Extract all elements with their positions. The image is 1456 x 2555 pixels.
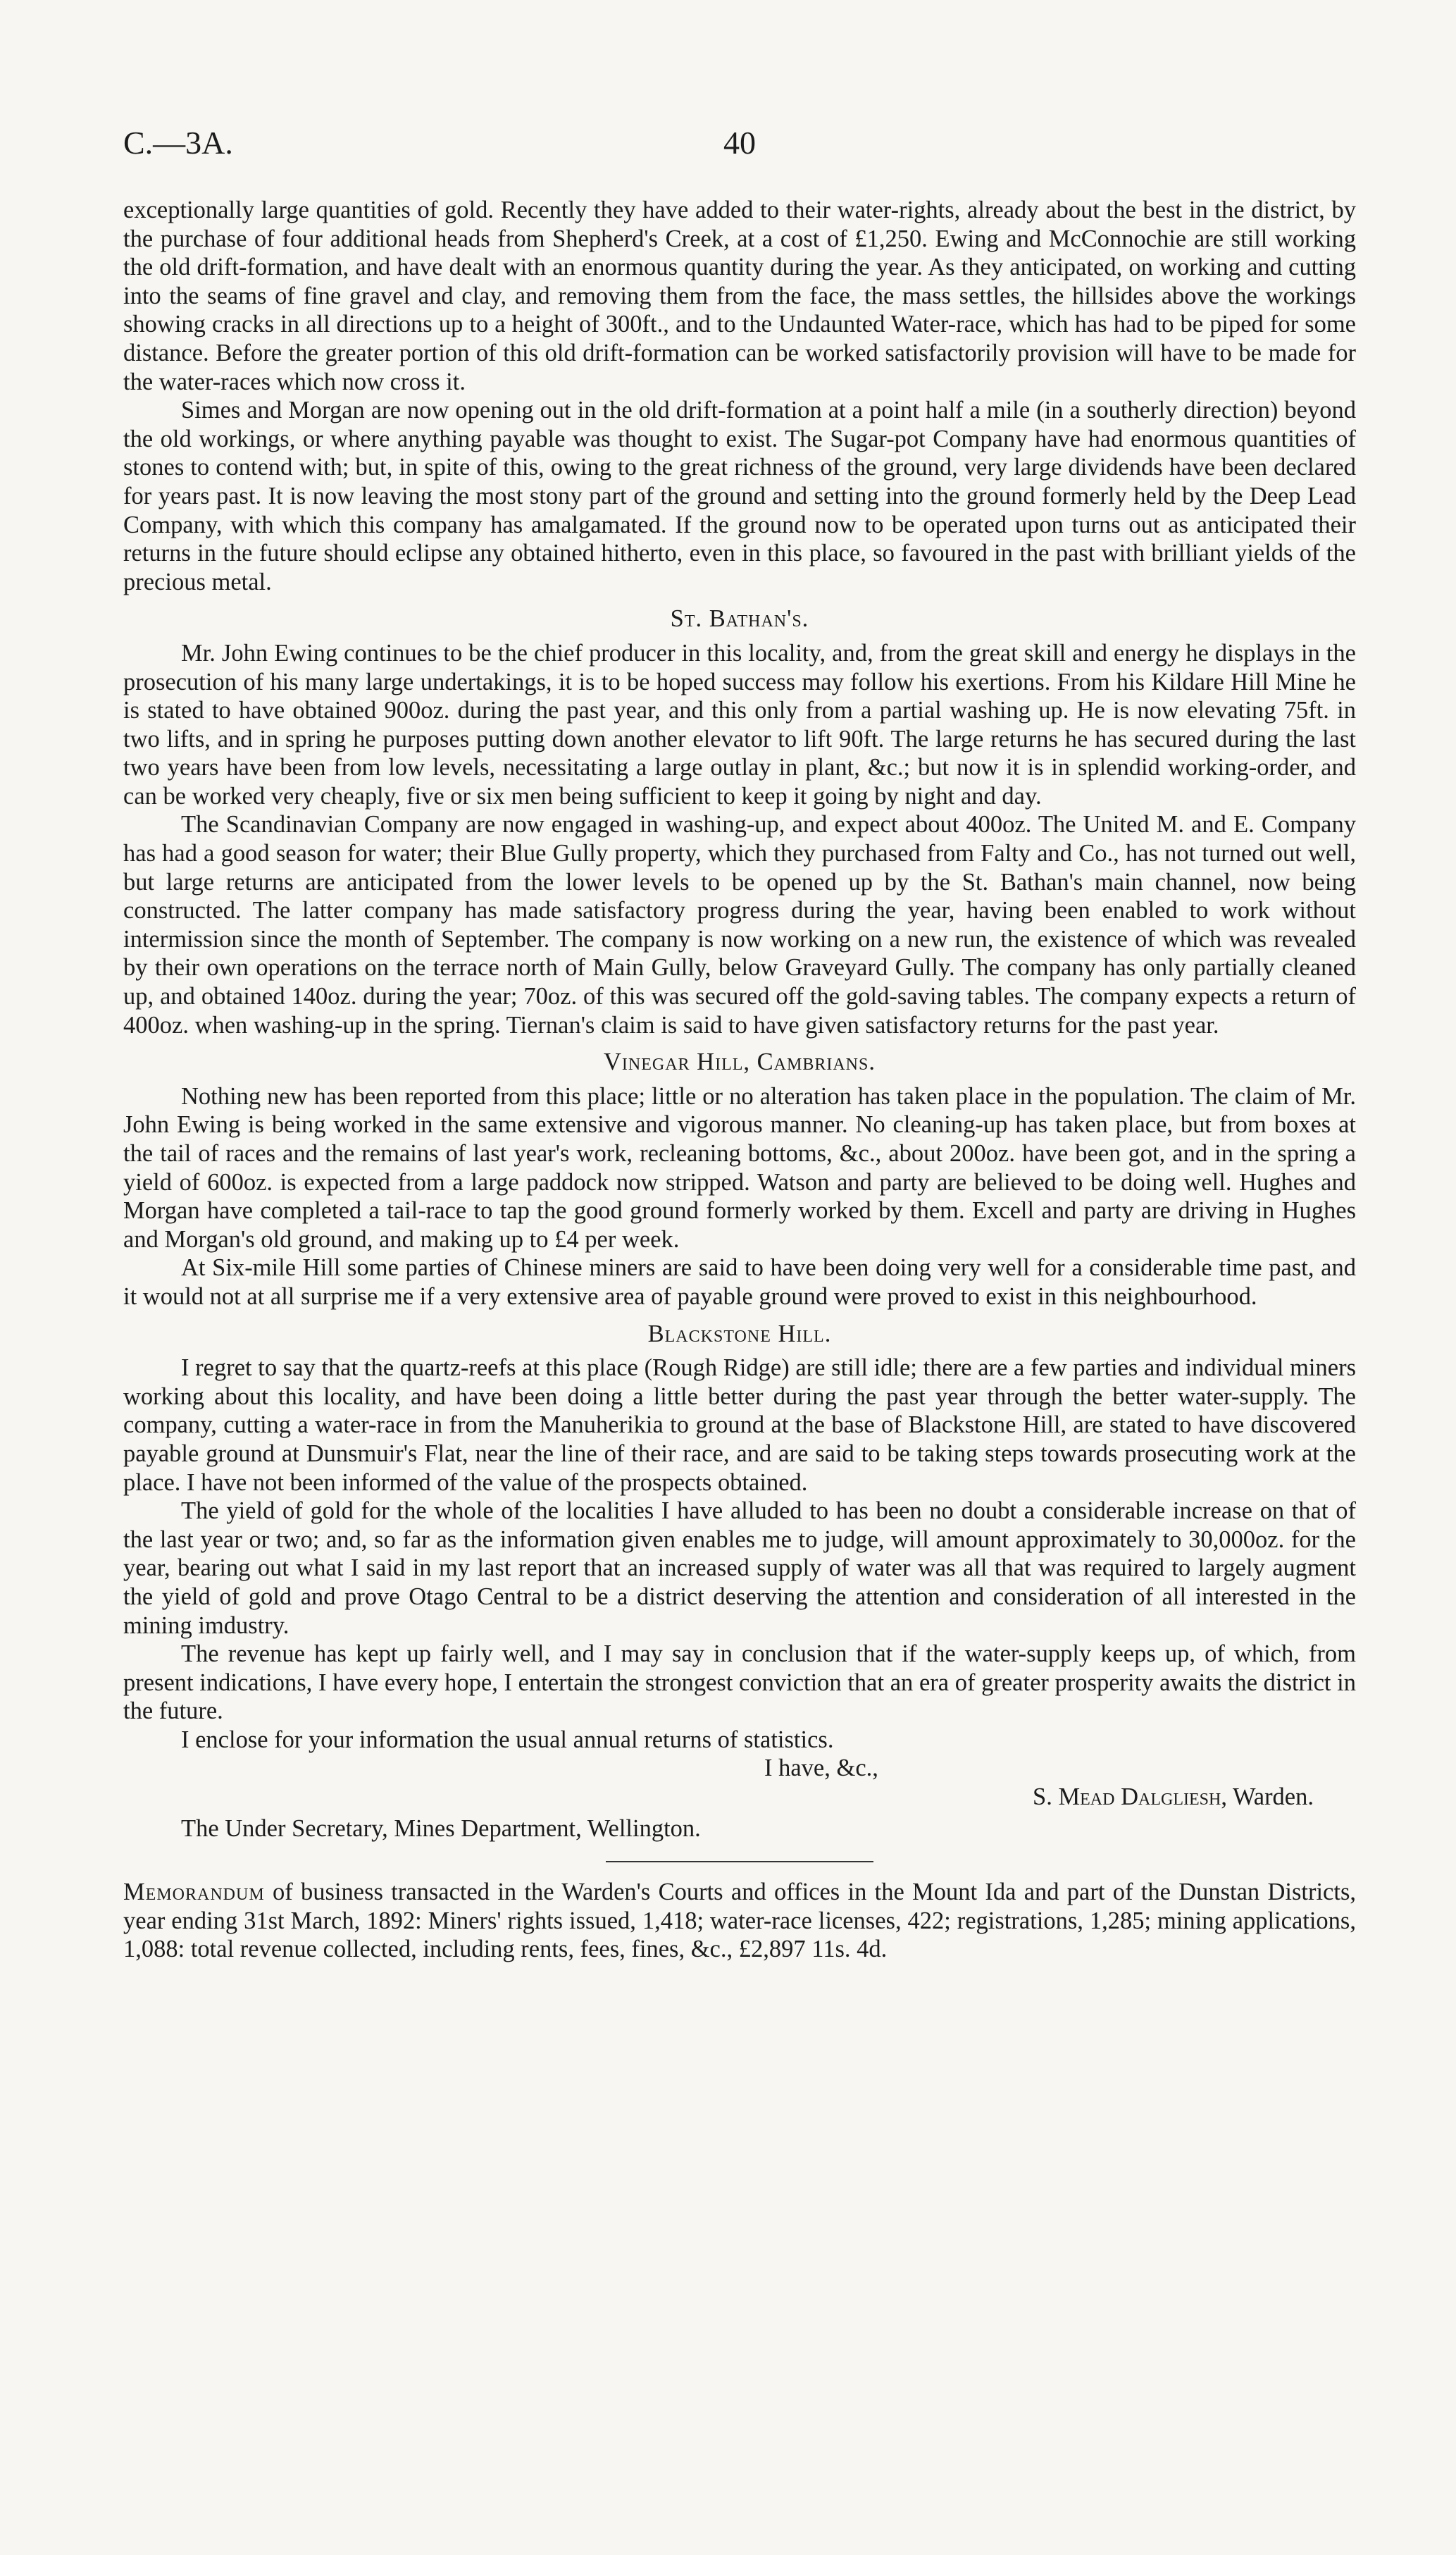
- addressee: The Under Secretary, Mines Department, Wellington.: [181, 1814, 701, 1842]
- paragraph: I regret to say that the quartz-reefs at this place (Rough Ridge) are still idle; there are a few parties and individual miners working about this locality, and have been doing a little better during the past year through the better water-supply. The company, cutting a water-race in from the Manuherikia to ground at the base of Blackstone Hill, are stated to have discovered payable ground at Dunsmuir's Flat, near the line of their race, and are said to be taking steps towards prosecuting work at the place. I have not been informed of the value of the prospects obtained.: [123, 1354, 1356, 1496]
- paragraph: At Six-mile Hill some parties of Chinese miners are said to have been doing very well for a considerable time past, and it would not at all surprise me if a very extensive area of payable ground were proved to exist in this neighbourhood.: [123, 1254, 1356, 1310]
- paragraph: The revenue has kept up fairly well, and I may say in conclusion that if the water-supply keeps up, of which, from present indications, I have every hope, I entertain the strongest conviction that an era of greater prosperity awaits the district in the future.: [123, 1640, 1356, 1725]
- paragraph: Nothing new has been reported from this place; little or no alteration has taken place in the population. The claim of Mr. John Ewing is being worked in the same extensive and vigorous manner. No cleaning-up has taken place, but from boxes at the tail of races and the remains of last year's work, recleaning bottoms, &c., about 200oz. have been got, and in the spring a yield of 600oz. is expected from a large paddock now stripped. Watson and party are believed to be doing well. Hughes and Morgan have completed a tail-race to tap the good ground formerly worked by them. Excell and party are driving in Hughes and Morgan's old ground, and making up to £4 per week.: [123, 1082, 1356, 1253]
- memorandum-text: of business transacted in the Warden's Courts and offices in the Mount Ida and part of the Dunstan Districts, year ending 31st March, 1892: Miners' rights issued, 1,418; water-race licenses, 422; registrations, 1,285; mining applications, 1,088: total revenue collected, including rents, fees, fines, &c., £2,897 11s. 4d.: [123, 1879, 1356, 1963]
- page-number: 40: [723, 125, 756, 161]
- memorandum: [123, 1878, 1356, 1964]
- closing-salutation: I have, &c.,: [764, 1755, 878, 1782]
- paragraph: exceptionally large quantities of gold. Recently they have added to their water-rights, already about the best in the district, by the purchase of four additional heads from Shepherd's Creek, at a cost of £1,250. Ewing and McConnochie are still working the old drift-formation, and have dealt with an enormous quantity during the year. As they anticipated, on working and cutting into the seams of fine gravel and clay, and removing them from the face, the mass settles, the hillsides above the workings showing cracks in all directions up to a height of 300ft., and to the Undaunted Water-race, which has had to be piped for some distance. Before the greater portion of this old drift-formation can be worked satisfactorily provision will have to be made for the water-races which now cross it.: [123, 197, 1356, 395]
- document-reference: C.—3A.: [123, 125, 233, 161]
- paragraph: I enclose for your information the usual annual returns of statistics.: [181, 1726, 834, 1753]
- signature-name: S. Mead Dalgliesh: [1033, 1783, 1221, 1811]
- memorandum-lead: Memorandum: [123, 1879, 265, 1906]
- section-heading-st-bathans: St. Bathan's.: [670, 605, 809, 633]
- divider: [606, 1861, 873, 1862]
- paragraph: The Scandinavian Company are now engaged in washing-up, and expect about 400oz. The United M. and E. Company has had a good season for water; their Blue Gully property, which they purchased from Falty and Co., has not turned out well, but large returns are anticipated from the lower levels to be opened up by the St. Bathan's main channel, now being constructed. The latter company has made satisfactory progress during the year, having been enabled to work without intermission since the month of September. The company is now working on a new run, the existence of which was revealed by their own operations on the terrace north of Main Gully, below Graveyard Gully. The company has only partially cleaned up, and obtained 140oz. during the year; 70oz. of this was secured off the gold-saving tables. The company expects a return of 400oz. when washing-up in the spring. Tiernan's claim is said to have given satisfactory returns for the past year.: [123, 811, 1356, 1039]
- signature-title: , Warden.: [1221, 1783, 1314, 1811]
- paragraph: Mr. John Ewing continues to be the chief producer in this locality, and, from the great skill and energy he displays in the prosecution of his many large undertakings, it is to be hoped success may follow his exertions. From his Kildare Hill Mine he is stated to have obtained 900oz. during the past year, and this only from a partial washing up. He is now elevating 75ft. in two lifts, and in spring he purposes putting down another elevator to lift 90ft. The large returns he has secured during the last two years have been from low levels, necessitating a large outlay in plant, &c.; but now it is in splendid working-order, and can be worked very cheaply, five or six men being sufficient to keep it going by night and day.: [123, 639, 1356, 810]
- signature: [123, 1783, 1356, 1812]
- section-heading-blackstone-hill: Blackstone Hill.: [647, 1320, 832, 1347]
- report-body: [123, 196, 1356, 1964]
- section-heading-vinegar-hill: Vinegar Hill, Cambrians.: [603, 1048, 876, 1076]
- paragraph: Simes and Morgan are now opening out in the old drift-formation at a point half a mile (in a southerly direction) beyond the old workings, or where anything payable was thought to exist. The Sugar-pot Company have had enormous quantities of stones to contend with; but, in spite of this, owing to the great richness of the ground, very large dividends have been declared for years past. It is now leaving the most stony part of the ground and setting into the ground formerly held by the Deep Lead Company, with which this company has amalgamated. If the ground now to be operated upon turns out as anticipated their returns in the future should eclipse any obtained hitherto, even in this place, so favoured in the past with brilliant yields of the precious metal.: [123, 397, 1356, 595]
- page-header: [123, 124, 1356, 173]
- paragraph: The yield of gold for the whole of the localities I have alluded to has been no doubt a considerable increase on that of the last year or two; and, so far as the information given enables me to judge, will amount approximately to 30,000oz. for the year, bearing out what I said in my last report that an increased supply of water was all that was required to largely augment the yield of gold and prove Otago Central to be a district deserving the attention and consideration of all interested in the mining imdustry.: [123, 1497, 1356, 1639]
